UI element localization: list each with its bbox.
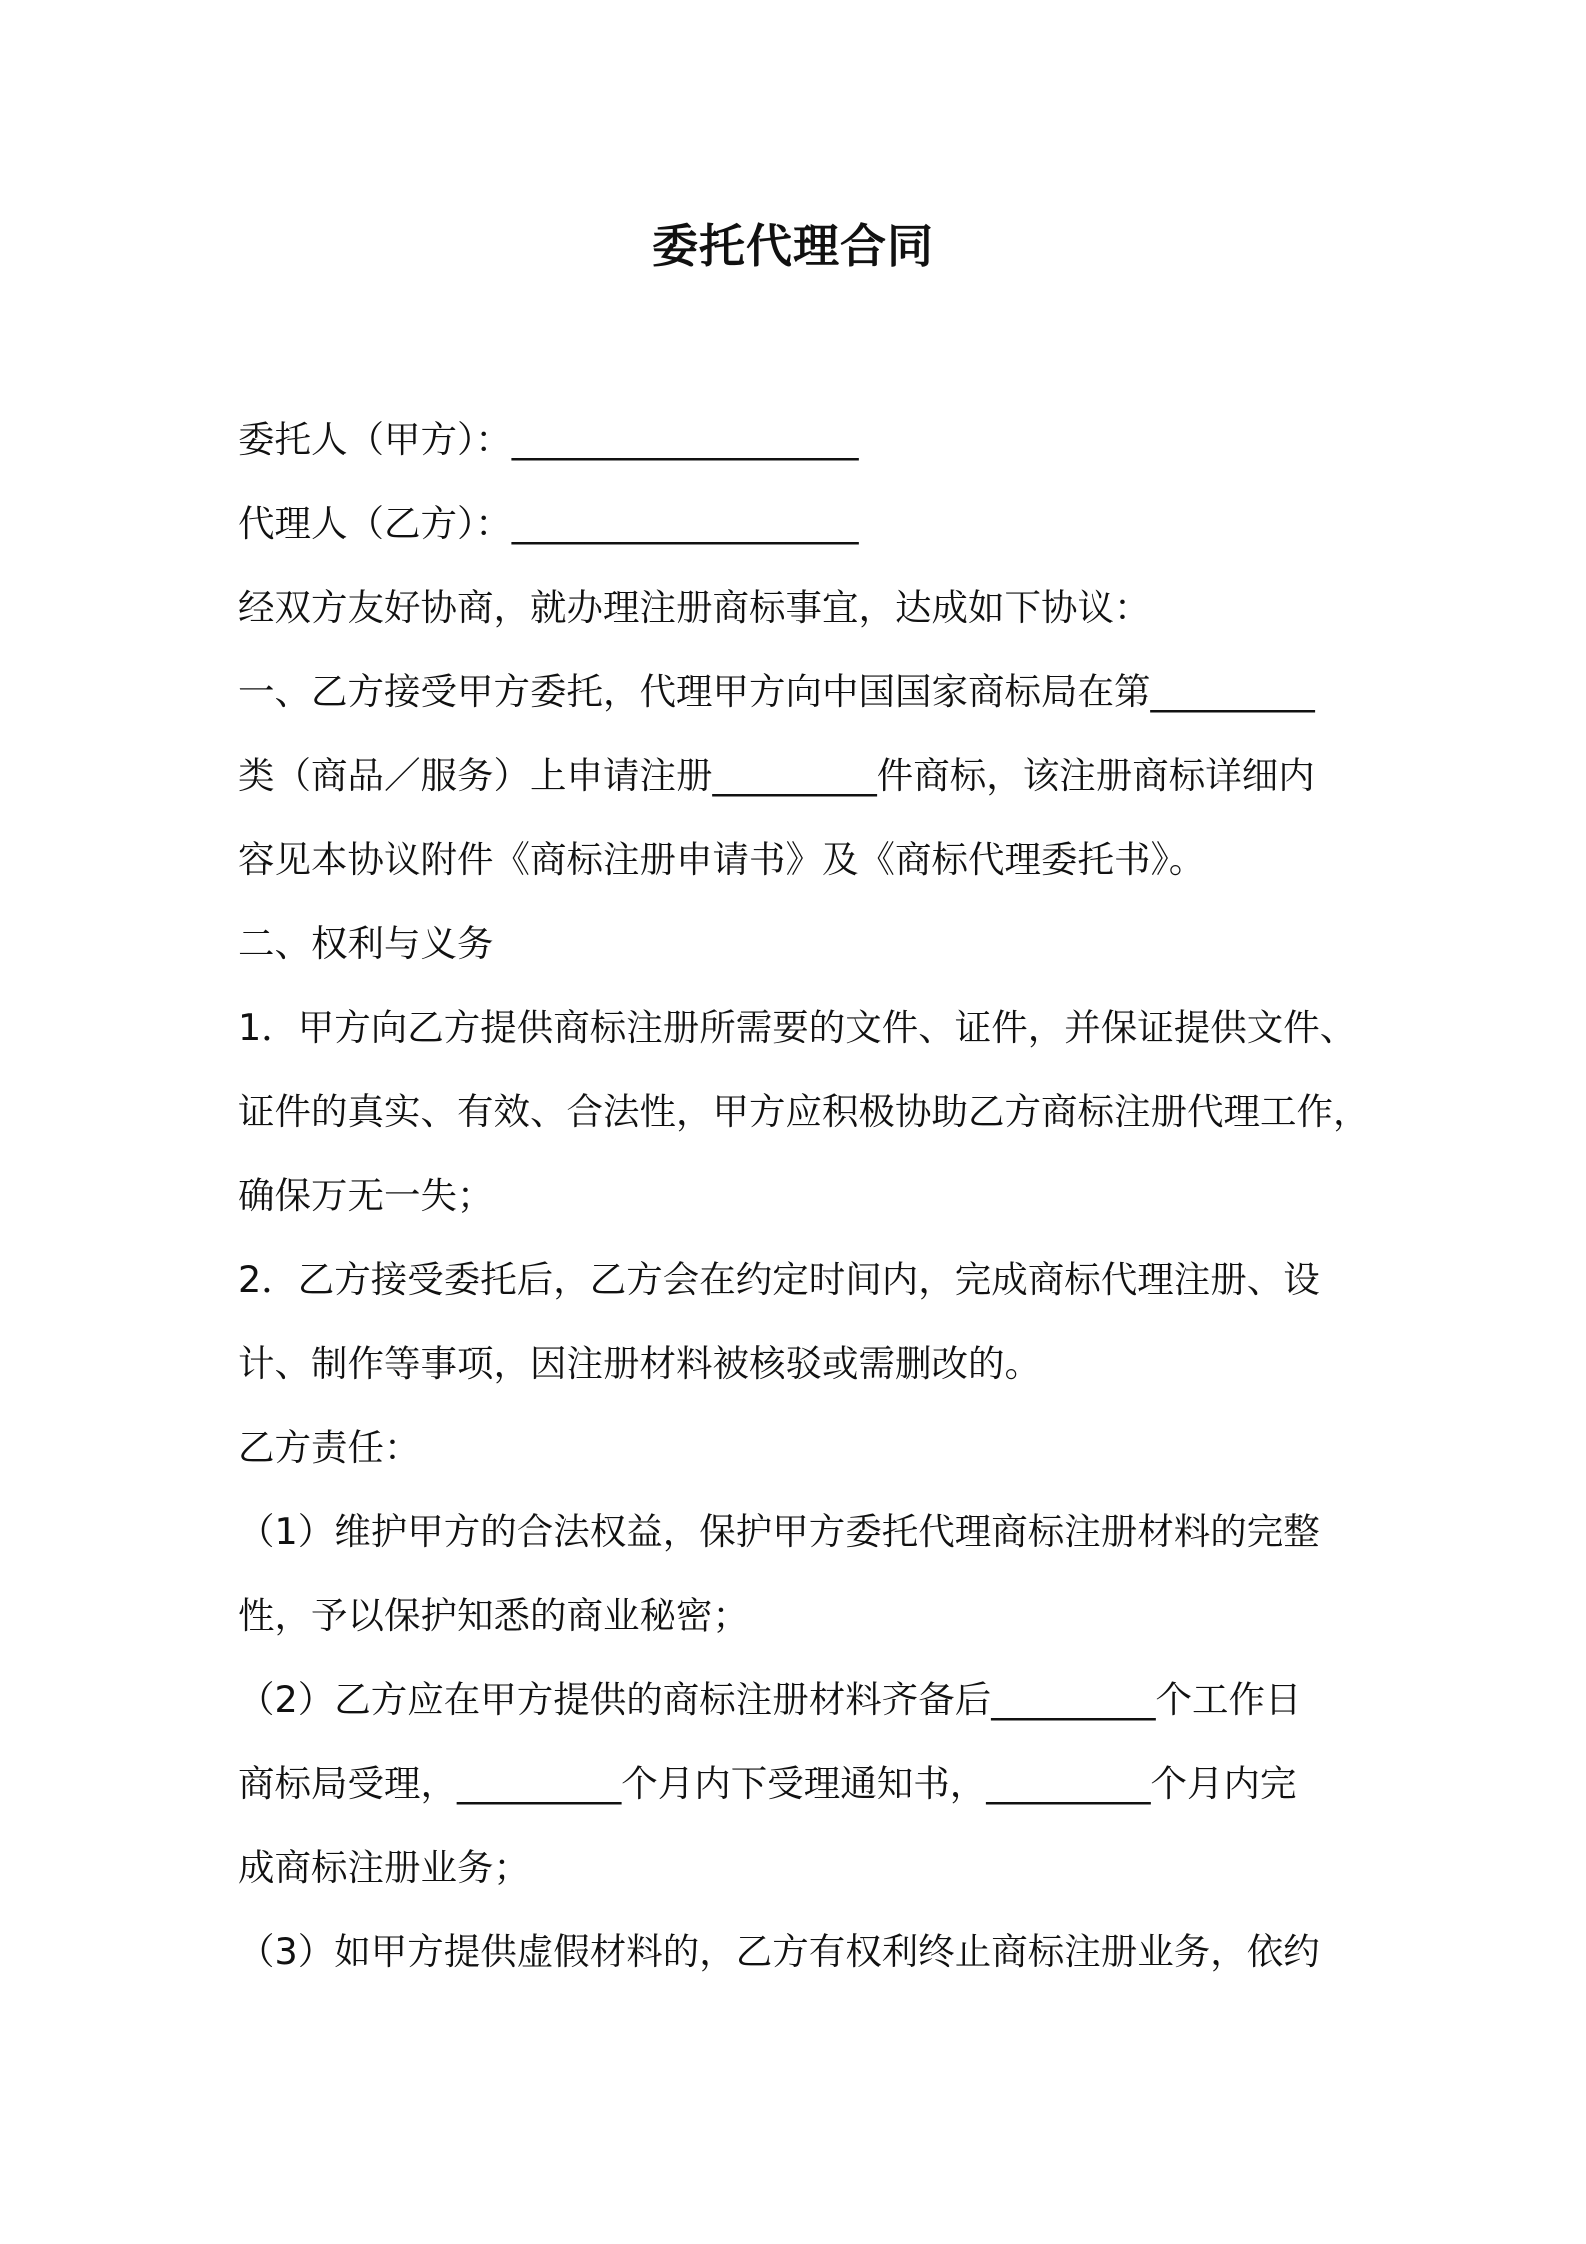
preamble-line: 经双方友好协商，就办理注册商标事宜，达成如下协议：	[238, 586, 1151, 629]
clause-1-line: 一、乙方接受甲方委托，代理甲方向中国国家商标局在第_________	[238, 670, 1315, 713]
item-1-line: 证件的真实、有效、合法性，甲方应积极协助乙方商标注册代理工作，	[238, 1090, 1370, 1133]
clause-1-line: 类（商品／服务）上申请注册_________件商标，该注册商标详细内	[238, 754, 1315, 797]
duty-2-line: 成商标注册业务；	[238, 1846, 530, 1889]
item-1-line: 确保万无一失；	[238, 1174, 494, 1217]
duty-2-line: 商标局受理，_________个月内下受理通知书，_________个月内完	[238, 1762, 1297, 1805]
item-2-line: 2．乙方接受委托后，乙方会在约定时间内，完成商标代理注册、设	[238, 1258, 1320, 1301]
document-body	[238, 398, 1370, 1994]
duty-1-line: （1）维护甲方的合法权益，保护甲方委托代理商标注册材料的完整	[238, 1510, 1320, 1553]
section-heading-rights: 二、权利与义务	[238, 922, 494, 965]
agent-party-line: 代理人（乙方）：___________________	[238, 502, 859, 545]
item-1-line: 1．甲方向乙方提供商标注册所需要的文件、证件，并保证提供文件、	[238, 1006, 1357, 1049]
document-title: 委托代理合同	[652, 219, 934, 273]
duty-3-line: （3）如甲方提供虚假材料的，乙方有权利终止商标注册业务，依约	[238, 1930, 1320, 1973]
clause-1-line: 容见本协议附件《商标注册申请书》及《商标代理委托书》。	[238, 838, 1206, 881]
client-party-line: 委托人（甲方）：___________________	[238, 418, 859, 461]
duty-1-line: 性，予以保护知悉的商业秘密；	[238, 1594, 749, 1637]
duty-2-line: （2）乙方应在甲方提供的商标注册材料齐备后_________个工作日	[238, 1678, 1302, 1721]
item-2-line: 计、制作等事项，因注册材料被核驳或需删改的。	[238, 1342, 1041, 1385]
party-b-duties-heading: 乙方责任：	[238, 1426, 421, 1469]
